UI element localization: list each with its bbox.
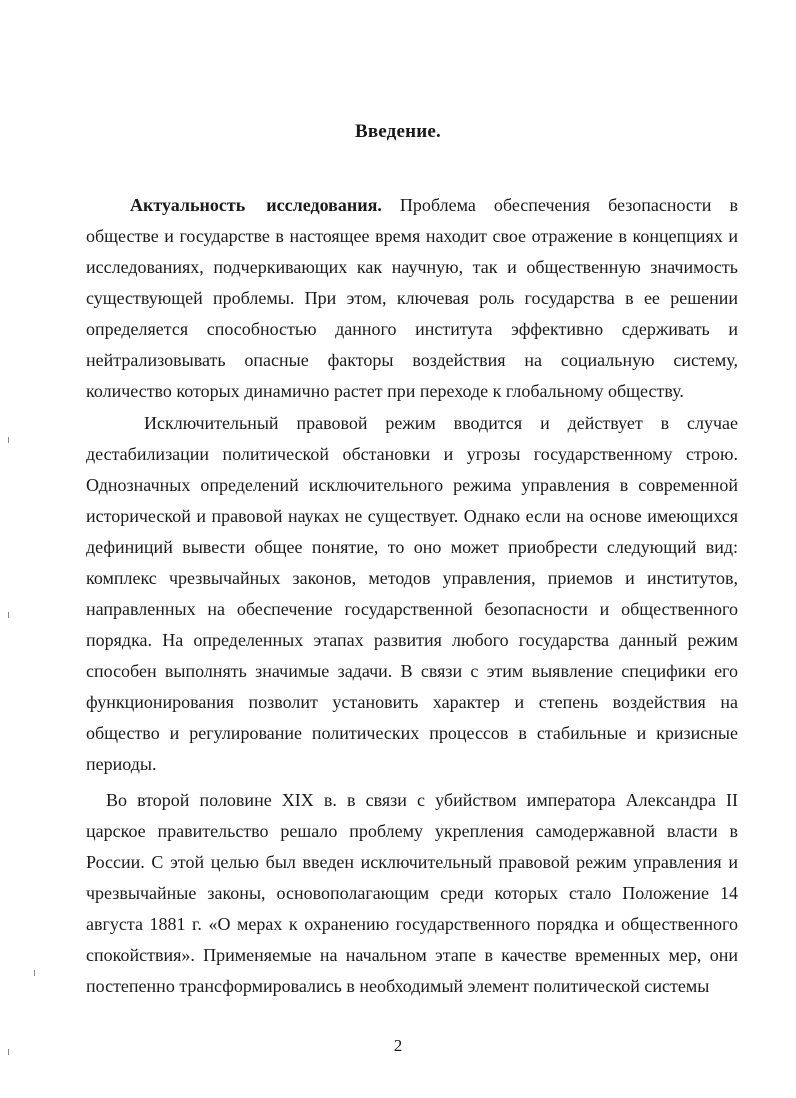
scan-margin-mark	[8, 1049, 9, 1055]
paragraph-lead-heading: Актуальность исследования.	[130, 195, 382, 215]
scan-margin-mark	[34, 970, 35, 976]
page-title: Введение.	[354, 121, 442, 142]
page-number: 2	[393, 1036, 403, 1055]
paragraph-historical-context: Во второй половине XIX в. в связи с убийством императора Александра II царское правительство решало проблему укрепления самодержавной власти в России. С этой целью был введен исключительный правовой режим управления и чрезвычайные законы, основополагающим среди которых стало Положение 14 августа 1881 г. «О мерах к охранению государственного порядка и общественного спокойствия». Применяемые на начальном этапе в качестве временных мер, они постепенно трансформировались в необходимый элемент политической системы	[86, 790, 738, 996]
body-text	[86, 190, 738, 1002]
paragraph-exceptional-regime: Исключительный правовой режим вводится и действует в случае дестабилизации политической обстановки и угрозы государственному строю. Однозначных определений исключительного режима управления в современной исторической и правовой науках не существует. Однако если на основе имеющихся дефиниций вывести общее понятие, то оно может приобрести следующий вид: комплекс чрезвычайных законов, методов управления, приемов и институтов, направленных на обеспечение государственной безопасности и общественного порядка. На определенных этапах развития любого государства данный режим способен выполнять значимые задачи. В связи с этим выявление специфики его функционирования позволит установить характер и степень воздействия на общество и регулирование политических процессов в стабильные и кризисные периоды.	[86, 413, 738, 774]
paragraph-text: Проблема обеспечения безопасности в обществе и государстве в настоящее время находит свое отражение в концепциях и исследованиях, подчеркивающих как научную, так и общественную значимость существующей проблемы. При этом, ключевая роль государства в ее решении определяется способностью данного института эффективно сдерживать и нейтрализовывать опасные факторы воздействия на социальную систему, количество которых динамично растет при переходе к глобальному обществу.	[86, 195, 738, 401]
scan-margin-mark	[8, 437, 9, 443]
paragraph-relevance	[86, 190, 738, 407]
scan-margin-mark	[8, 612, 9, 618]
